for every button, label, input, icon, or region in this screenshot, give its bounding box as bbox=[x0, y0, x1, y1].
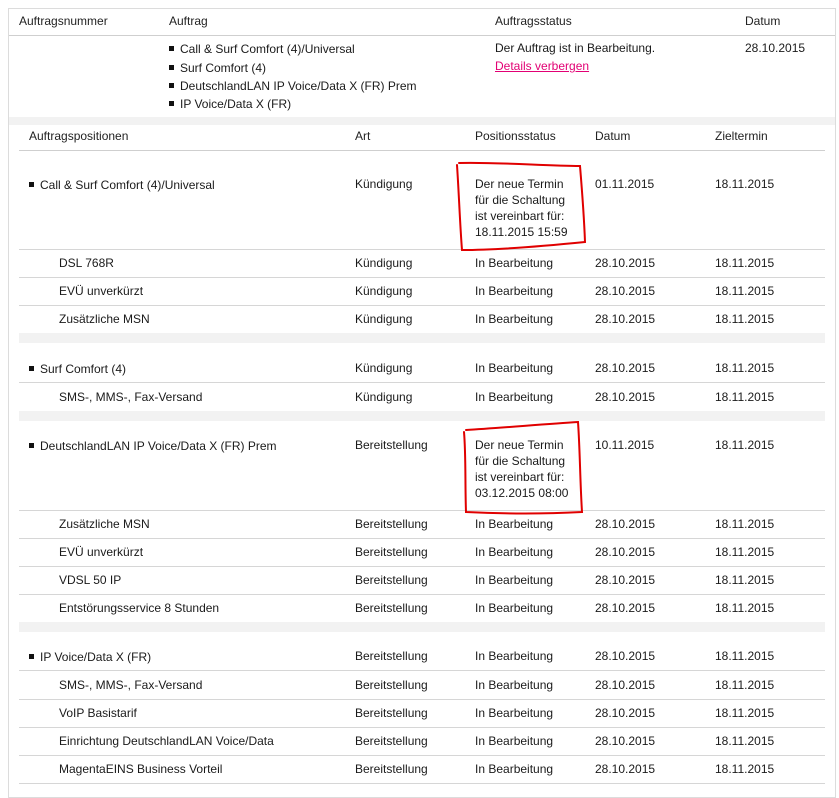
group-spacer bbox=[19, 333, 825, 343]
row-status: In Bearbeitung bbox=[475, 706, 554, 720]
group-type: Bereitstellung bbox=[355, 438, 428, 452]
group-date: 28.10.2015 bbox=[595, 649, 656, 663]
row-date: 28.10.2015 bbox=[595, 545, 656, 559]
order-status-text: Der Auftrag ist in Bearbeitung. bbox=[495, 41, 656, 55]
bullet-icon bbox=[29, 366, 34, 371]
order-date: 28.10.2015 bbox=[745, 41, 806, 55]
details-toggle-link[interactable]: Details verbergen bbox=[495, 59, 590, 73]
order-item bbox=[169, 97, 291, 111]
bullet-icon bbox=[169, 65, 174, 70]
group-name: Surf Comfort (4) bbox=[40, 362, 127, 376]
row-target: 18.11.2015 bbox=[715, 573, 775, 587]
row-name: Einrichtung DeutschlandLAN Voice/Data bbox=[59, 734, 274, 748]
row-type: Bereitstellung bbox=[355, 545, 428, 559]
row-divider bbox=[19, 566, 825, 567]
row-type: Bereitstellung bbox=[355, 678, 428, 692]
group-target: 18.11.2015 bbox=[715, 361, 775, 375]
bullet-icon bbox=[169, 101, 174, 106]
col-target-date-header: Zieltermin bbox=[715, 129, 768, 143]
row-status: In Bearbeitung bbox=[475, 734, 554, 748]
bullet-icon bbox=[169, 46, 174, 51]
row-name: VoIP Basistarif bbox=[59, 706, 137, 720]
row-divider bbox=[19, 249, 825, 250]
group-row-name bbox=[29, 178, 215, 192]
row-type: Bereitstellung bbox=[355, 601, 428, 615]
group-type: Bereitstellung bbox=[355, 649, 428, 663]
col-type-header: Art bbox=[355, 129, 371, 143]
row-date: 28.10.2015 bbox=[595, 284, 656, 298]
row-status: In Bearbeitung bbox=[475, 678, 554, 692]
row-name: VDSL 50 IP bbox=[59, 573, 122, 587]
row-date: 28.10.2015 bbox=[595, 734, 656, 748]
row-status: In Bearbeitung bbox=[475, 545, 554, 559]
row-type: Bereitstellung bbox=[355, 517, 428, 531]
row-name: Entstörungsservice 8 Stunden bbox=[59, 601, 220, 615]
row-divider bbox=[19, 670, 825, 671]
row-date: 28.10.2015 bbox=[595, 601, 656, 615]
col-order-number-header: Auftragsnummer bbox=[19, 14, 108, 28]
bullet-icon bbox=[29, 182, 34, 187]
row-type: Bereitstellung bbox=[355, 573, 428, 587]
group-status: In Bearbeitung bbox=[475, 361, 554, 375]
row-type: Bereitstellung bbox=[355, 706, 428, 720]
row-divider bbox=[19, 755, 825, 756]
order-item-label: DeutschlandLAN IP Voice/Data X (FR) Prem bbox=[180, 79, 417, 93]
row-name: EVÜ unverkürzt bbox=[59, 545, 144, 559]
row-type: Bereitstellung bbox=[355, 762, 428, 776]
group-status: In Bearbeitung bbox=[475, 649, 554, 663]
row-type: Kündigung bbox=[355, 284, 413, 298]
row-name: SMS-, MMS-, Fax-Versand bbox=[59, 390, 203, 404]
group-name: DeutschlandLAN IP Voice/Data X (FR) Prem bbox=[40, 439, 277, 453]
col-order-status-header: Auftragsstatus bbox=[495, 14, 572, 28]
row-status: In Bearbeitung bbox=[475, 517, 554, 531]
row-divider bbox=[19, 727, 825, 728]
row-target: 18.11.2015 bbox=[715, 284, 775, 298]
bullet-icon bbox=[169, 83, 174, 88]
col-position-date-header: Datum bbox=[595, 129, 631, 143]
row-divider bbox=[19, 382, 825, 383]
group-name: IP Voice/Data X (FR) bbox=[40, 650, 152, 664]
order-item-label: IP Voice/Data X (FR) bbox=[180, 97, 292, 111]
group-target: 18.11.2015 bbox=[715, 649, 775, 663]
order-item bbox=[169, 61, 266, 75]
group-target: 18.11.2015 bbox=[715, 438, 775, 452]
header-divider bbox=[9, 35, 835, 36]
row-target: 18.11.2015 bbox=[715, 312, 775, 326]
section-spacer bbox=[9, 117, 835, 125]
row-date: 28.10.2015 bbox=[595, 573, 656, 587]
row-date: 28.10.2015 bbox=[595, 762, 656, 776]
row-status: In Bearbeitung bbox=[475, 573, 554, 587]
row-type: Kündigung bbox=[355, 312, 413, 326]
group-name: Call & Surf Comfort (4)/Universal bbox=[40, 178, 215, 192]
row-status: In Bearbeitung bbox=[475, 762, 554, 776]
row-divider bbox=[19, 699, 825, 700]
row-divider bbox=[19, 510, 825, 511]
row-type: Kündigung bbox=[355, 256, 413, 270]
row-divider bbox=[19, 783, 825, 784]
row-divider bbox=[19, 305, 825, 306]
row-name: Zusätzliche MSN bbox=[59, 517, 150, 531]
group-row-name bbox=[29, 439, 277, 453]
row-status: In Bearbeitung bbox=[475, 390, 554, 404]
row-type: Kündigung bbox=[355, 390, 413, 404]
row-name: SMS-, MMS-, Fax-Versand bbox=[59, 678, 203, 692]
row-name: Zusätzliche MSN bbox=[59, 312, 150, 326]
row-date: 28.10.2015 bbox=[595, 312, 656, 326]
row-target: 18.11.2015 bbox=[715, 256, 775, 270]
group-target: 18.11.2015 bbox=[715, 177, 775, 191]
row-target: 18.11.2015 bbox=[715, 706, 775, 720]
row-divider bbox=[19, 538, 825, 539]
order-item-label: Surf Comfort (4) bbox=[180, 61, 267, 75]
row-name: EVÜ unverkürzt bbox=[59, 284, 144, 298]
row-target: 18.11.2015 bbox=[715, 762, 775, 776]
group-status: Der neue Termin für die Schaltung ist vereinbart für: 18.11.2015 15:59 bbox=[475, 177, 568, 239]
col-order-date-header: Datum bbox=[745, 14, 781, 28]
row-status: In Bearbeitung bbox=[475, 312, 554, 326]
order-item bbox=[169, 42, 355, 56]
group-status: Der neue Termin für die Schaltung ist vereinbart für: 03.12.2015 08:00 bbox=[475, 438, 569, 500]
row-status: In Bearbeitung bbox=[475, 256, 554, 270]
bullet-icon bbox=[29, 654, 34, 659]
row-target: 18.11.2015 bbox=[715, 678, 775, 692]
group-spacer bbox=[19, 411, 825, 421]
row-date: 28.10.2015 bbox=[595, 390, 656, 404]
group-date: 10.11.2015 bbox=[595, 438, 655, 452]
row-date: 28.10.2015 bbox=[595, 517, 656, 531]
row-target: 18.11.2015 bbox=[715, 390, 775, 404]
row-type: Bereitstellung bbox=[355, 734, 428, 748]
group-type: Kündigung bbox=[355, 361, 413, 375]
row-target: 18.11.2015 bbox=[715, 734, 775, 748]
group-spacer bbox=[19, 622, 825, 632]
row-target: 18.11.2015 bbox=[715, 545, 775, 559]
row-date: 28.10.2015 bbox=[595, 256, 656, 270]
group-date: 01.11.2015 bbox=[595, 177, 655, 191]
row-date: 28.10.2015 bbox=[595, 678, 656, 692]
row-status: In Bearbeitung bbox=[475, 601, 554, 615]
row-name: DSL 768R bbox=[59, 256, 114, 270]
row-divider bbox=[19, 594, 825, 595]
group-row-name bbox=[29, 650, 151, 664]
bullet-icon bbox=[29, 443, 34, 448]
row-name: MagentaEINS Business Vorteil bbox=[59, 762, 223, 776]
row-target: 18.11.2015 bbox=[715, 601, 775, 615]
row-target: 18.11.2015 bbox=[715, 517, 775, 531]
order-item bbox=[169, 79, 417, 93]
group-type: Kündigung bbox=[355, 177, 413, 191]
col-order-header: Auftrag bbox=[169, 14, 208, 28]
group-date: 28.10.2015 bbox=[595, 361, 656, 375]
col-position-status-header: Positionsstatus bbox=[475, 129, 556, 143]
row-date: 28.10.2015 bbox=[595, 706, 656, 720]
order-item-label: Call & Surf Comfort (4)/Universal bbox=[180, 42, 355, 56]
group-row-name bbox=[29, 362, 126, 376]
positions-header-divider bbox=[19, 150, 825, 151]
row-status: In Bearbeitung bbox=[475, 284, 554, 298]
col-position-header: Auftragspositionen bbox=[29, 129, 129, 143]
row-divider bbox=[19, 277, 825, 278]
